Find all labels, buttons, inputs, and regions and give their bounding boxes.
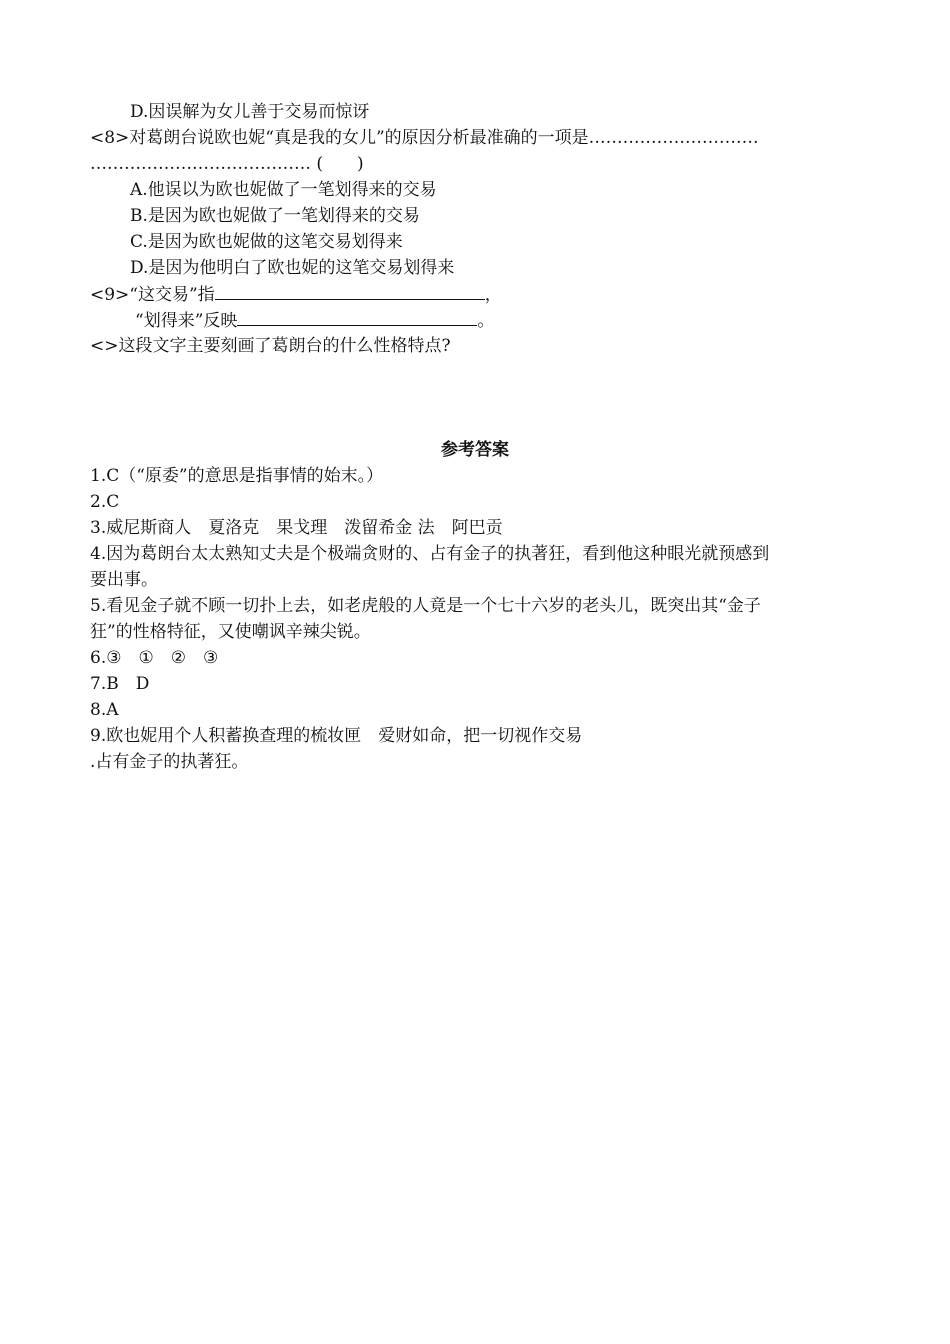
q8-stem-line2: ………………………………… ( ): [90, 154, 364, 174]
q8-option-d: D.是因为他明白了欧也妮的这笔交易划得来: [130, 258, 455, 278]
q9-part1-prefix: <9>“这交易”指: [90, 285, 215, 305]
answer-4-line2: 要出事。: [90, 570, 158, 590]
q9-answer-blank-1[interactable]: [215, 281, 485, 300]
q8-option-b: B.是因为欧也妮做了一笔划得来的交易: [130, 206, 420, 226]
answers-heading: 参考答案: [441, 440, 509, 460]
q7-option-d: D.因误解为女儿善于交易而惊讶: [130, 102, 370, 122]
answer-2: 2.C: [90, 492, 120, 512]
answer-9: 9.欧也妮用个人积蓄换查理的梳妆匣 爱财如命，把一切视作交易: [90, 726, 583, 746]
q8-stem-line1: <8>对葛朗台说欧也妮“真是我的女儿”的原因分析最准确的一项是…………………………: [90, 128, 759, 148]
q10-stem: <>这段文字主要刻画了葛朗台的什么性格特点?: [90, 336, 451, 356]
answer-8: 8.A: [90, 700, 119, 720]
answer-5-line2: 狂”的性格特征，又使嘲讽辛辣尖锐。: [90, 622, 371, 642]
answer-1: 1.C（“原委”的意思是指事情的始末。）: [90, 466, 384, 486]
q9-part2: [135, 307, 494, 334]
q9-part1: [90, 281, 502, 308]
answer-10: .占有金子的执著狂。: [90, 752, 249, 772]
q9-part1-suffix: ，: [484, 285, 502, 305]
answer-4-line1: 4.因为葛朗台太太熟知丈夫是个极端贪财的、占有金子的执著狂，看到他这种眼光就预感到: [90, 544, 770, 564]
q9-part2-suffix: 。: [477, 311, 495, 331]
q8-option-a: A.他误以为欧也妮做了一笔划得来的交易: [130, 180, 437, 200]
q8-option-c: C.是因为欧也妮做的这笔交易划得来: [130, 232, 403, 252]
answer-6: 6.③ ① ② ③: [90, 648, 219, 668]
q9-answer-blank-2[interactable]: [237, 307, 477, 326]
answer-3: 3.威尼斯商人 夏洛克 果戈理 泼留希金 法 阿巴贡: [90, 518, 503, 538]
q9-part2-prefix: “划得来”反映: [135, 311, 238, 331]
answer-7: 7.B D: [90, 674, 150, 694]
answer-5-line1: 5.看见金子就不顾一切扑上去，如老虎般的人竟是一个七十六岁的老头儿，既突出其“金子: [90, 596, 761, 616]
